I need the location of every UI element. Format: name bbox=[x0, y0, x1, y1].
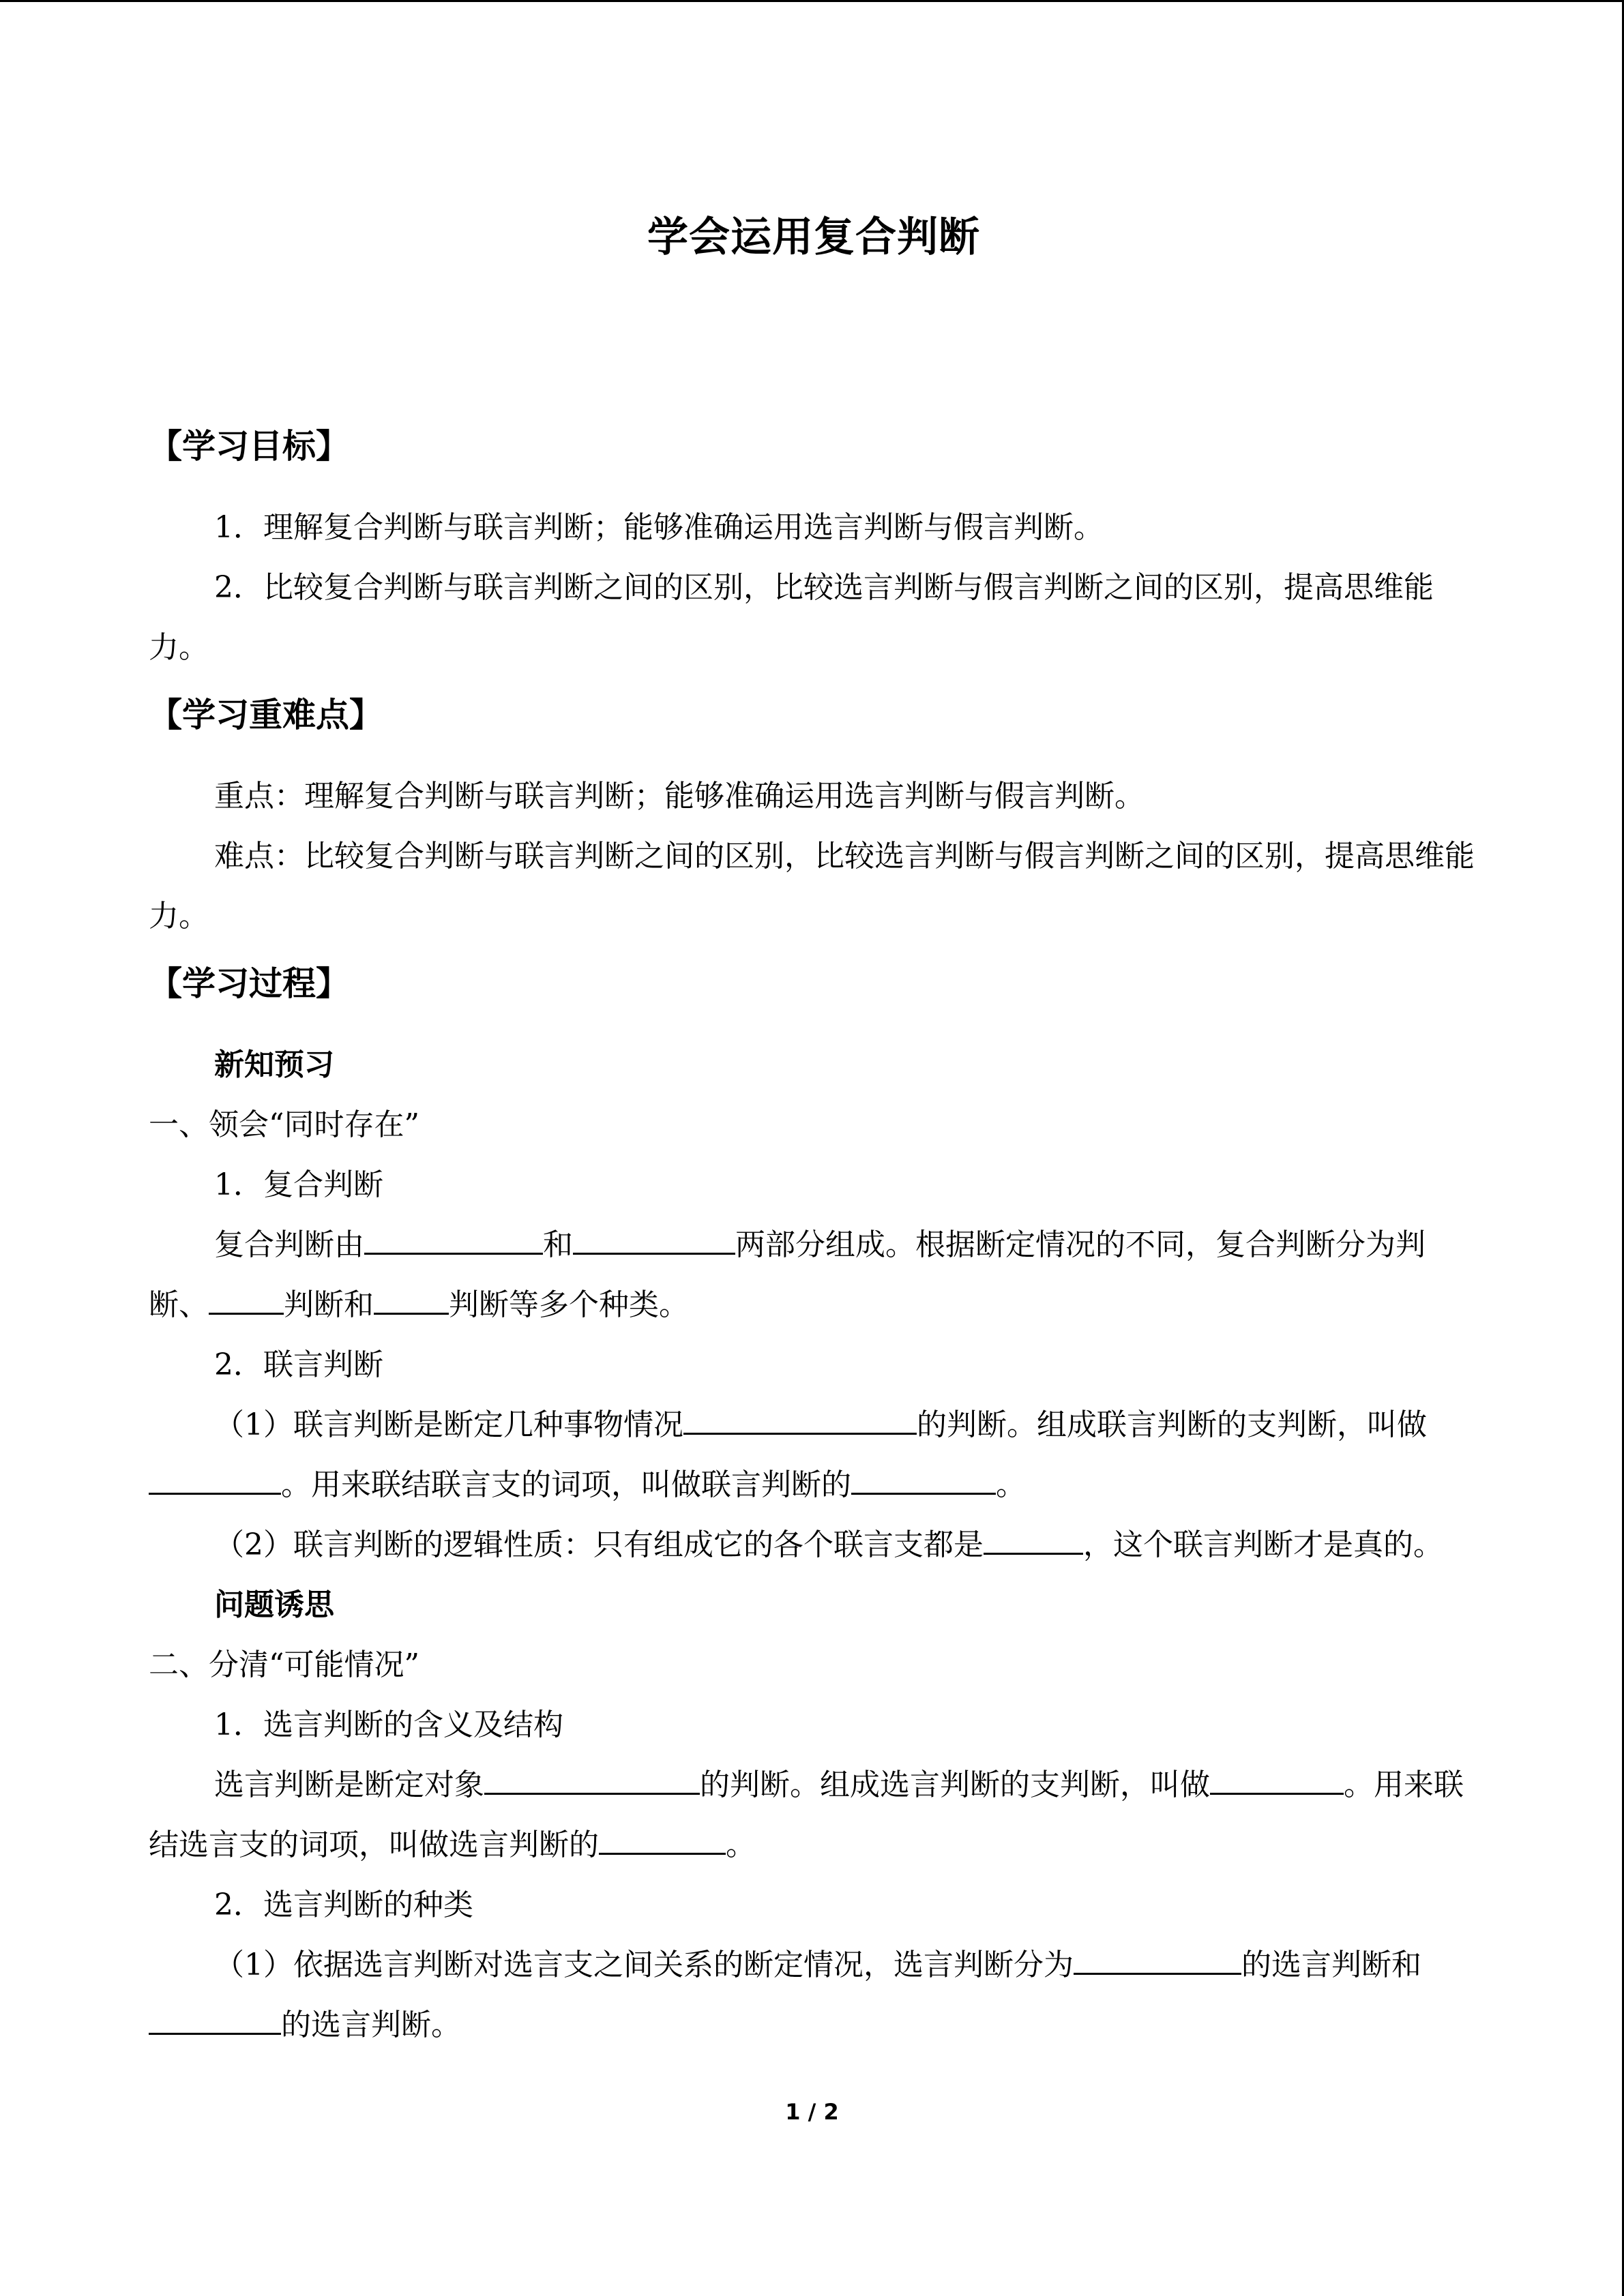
fill-blank[interactable] bbox=[209, 1281, 284, 1315]
fill-blank[interactable] bbox=[1210, 1761, 1344, 1795]
goal-item-2: 2．比较复合判断与联言判断之间的区别，比较选言判断与假言判断之间的区别，提高思维能力。 bbox=[149, 570, 1434, 665]
disjunctive-paragraph: 选言判断是断定对象 的判断。组成选言判断的支判断，叫做 。用来联结选言支的词项，叫做选言判断的 。 bbox=[149, 1755, 1479, 1875]
question-heading: 问题诱思 bbox=[214, 1587, 334, 1622]
section-heading-process: 【学习过程】 bbox=[149, 964, 350, 1003]
part2-sub1: 1．选言判断的含义及结构 bbox=[214, 1708, 563, 1742]
fill-blank[interactable] bbox=[149, 2001, 281, 2035]
fill-blank[interactable] bbox=[573, 1221, 735, 1255]
part2-heading: 二、分清“可能情况” bbox=[149, 1648, 419, 1682]
goal-item-1: 1．理解复合判断与联言判断；能够准确运用选言判断与假言判断。 bbox=[214, 510, 1104, 545]
part1-sub2: 2．联言判断 bbox=[214, 1347, 383, 1382]
fill-blank[interactable] bbox=[984, 1521, 1083, 1555]
preview-heading: 新知预习 bbox=[214, 1047, 334, 1082]
fill-blank[interactable] bbox=[599, 1821, 726, 1855]
disjunctive-types-paragraph: （1）依据选言判断对选言支之间关系的断定情况，选言判断分为 的选言判断和的选言判断。 bbox=[149, 1935, 1479, 2055]
fill-blank[interactable] bbox=[851, 1461, 996, 1495]
fill-blank[interactable] bbox=[683, 1401, 917, 1435]
conjunctive-paragraph-2: （2）联言判断的逻辑性质：只有组成它的各个联言支都是 ，这个联言判断才是真的。 bbox=[149, 1515, 1479, 1575]
part1-sub1: 1．复合判断 bbox=[214, 1167, 383, 1202]
key-difficulty: 难点：比较复合判断与联言判断之间的区别，比较选言判断与假言判断之间的区别，提高思维能力。 bbox=[149, 839, 1475, 934]
page-number: 1 / 2 bbox=[785, 2099, 839, 2125]
document-body bbox=[149, 205, 1479, 2055]
page-border-top bbox=[0, 0, 1624, 2]
fill-blank[interactable] bbox=[374, 1281, 449, 1315]
compound-judgment-paragraph: 复合判断由 和 两部分组成。根据断定情况的不同，复合判断分为判断、 判断和 判断等多个种类。 bbox=[149, 1215, 1479, 1335]
fill-blank[interactable] bbox=[149, 1461, 281, 1495]
fill-blank[interactable] bbox=[364, 1221, 543, 1255]
fill-blank[interactable] bbox=[484, 1761, 700, 1795]
part2-sub2: 2．选言判断的种类 bbox=[214, 1888, 473, 1922]
section-heading-key-points: 【学习重难点】 bbox=[149, 696, 383, 734]
page-title: 学会运用复合判断 bbox=[647, 213, 980, 261]
key-focus: 重点：理解复合判断与联言判断；能够准确运用选言判断与假言判断。 bbox=[214, 779, 1145, 814]
section-heading-goals: 【学习目标】 bbox=[149, 427, 350, 466]
part1-heading: 一、领会“同时存在” bbox=[149, 1107, 419, 1142]
conjunctive-paragraph-1: （1）联言判断是断定几种事物情况 的判断。组成联言判断的支判断，叫做。用来联结联言支的词项，叫做联言判断的 。 bbox=[149, 1395, 1479, 1515]
fill-blank[interactable] bbox=[1074, 1941, 1241, 1975]
